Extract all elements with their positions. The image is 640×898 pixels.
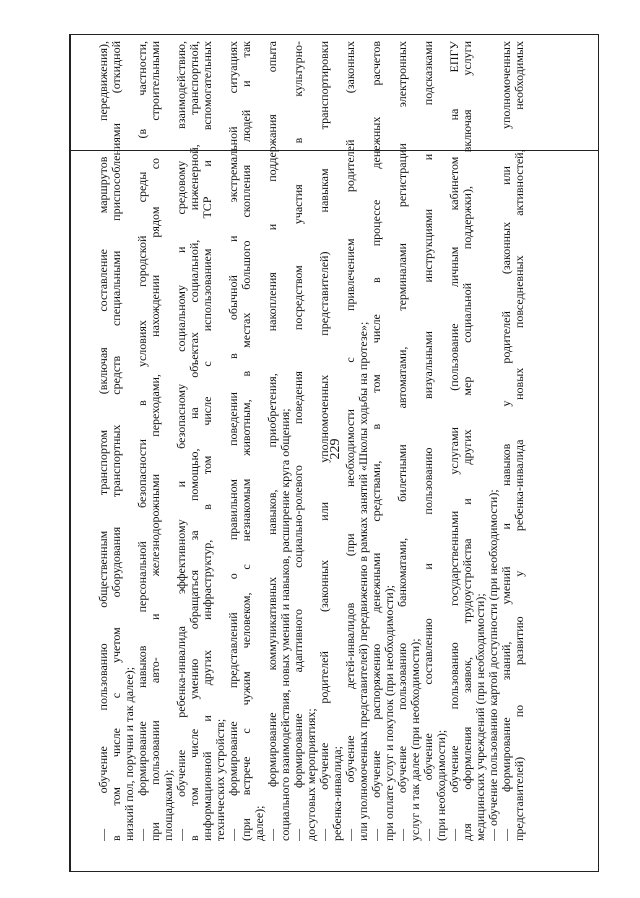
text-line: в том числе умению обращаться за помощью, на объектах социальной, инженерной, транспортной, [187, 41, 201, 841]
text-line: — обучение детей-инвалидов (при необходимости с привлечением родителей (законных [343, 41, 357, 841]
text-line: досуговых мероприятиях; [304, 708, 318, 841]
text-line: площадками); [161, 769, 175, 841]
text-line: далее); [252, 805, 266, 841]
text-line: представителей) по развитию у ребенка-инвалида новых повседневных активностей, необходимых [512, 41, 526, 841]
text-line: услуг и так далее (при необходимости); [408, 638, 422, 841]
text-line: технических устройств; [213, 718, 227, 841]
page-number: 229 [328, 438, 343, 460]
text-line: или уполномоченных представителей) передвижению в рамках занятий «Школы ходьбы на протезе»; [356, 321, 370, 841]
table-border-left [70, 35, 71, 871]
text-line: — формирование навыков персональной безопасности в условиях городской среды (в частности, [135, 41, 149, 841]
text-line: ребенка-инвалида; [330, 746, 344, 841]
text-line: — обучение ребенка-инвалида эффективному и безопасному социальному и средовому взаимодействию, [174, 41, 188, 841]
text-line: — обучение пользованию банкоматами, билетными автоматами, терминалами регистрации электронных [395, 41, 409, 841]
text-line: — обучение пользованию государственными услугами (пользование личным кабинетом на ЕПГУ [447, 41, 461, 841]
text-line: — формирование знаний, умений и навыков у родителей (законных или уполномоченных [499, 41, 513, 841]
text-line: социального взаимодействия, новых умений и навыков, расширение круга общения; [278, 408, 292, 841]
text-line: — формирование адаптивного социально-ролевого поведения посредством участия в культурно- [291, 41, 305, 841]
text-line: — формирование представлений о правильном поведении в обычной и экстремальной ситуациях [226, 41, 240, 841]
text-line: при пользовании авто- и железнодорожными переходами, нахождении рядом со строительными [148, 41, 162, 841]
text-line: в том числе с учетом оборудования транспортных средств специальными приспособлениями (откидной [109, 41, 123, 841]
text-line: — обучение пользованию общественным транспортом (включая составление маршрутов передвижения), [96, 41, 110, 841]
text-line: (при встрече с чужим человеком, с незнакомым животным, в местах большого скопления людей и так [239, 41, 253, 841]
rotated-table-text [96, 41, 526, 841]
text-line: — обучение родителей (законных или уполномоченных представителей) навыкам транспортировки [317, 41, 331, 841]
text-line: медицинских учреждений (при необходимости); [473, 593, 487, 841]
text-line: — формирование коммуникативных навыков, приобретения, накопления и поддержания опыта [265, 41, 279, 841]
text-line: — обучение распоряжению денежными средствами, в том числе в процессе денежных расчетов [369, 41, 383, 841]
text-line: (при необходимости); [434, 729, 448, 841]
text-line: информационной и других инфраструктур, в том числе с использованием ТСР и вспомогательных [200, 41, 214, 841]
text-line: низкий пол, поручни и так далее); [122, 666, 136, 841]
text-line: — обучение пользованию картой доступности (при необходимости); [486, 489, 500, 841]
text-line: при оплате услуг и покупок (при необходимости); [382, 584, 396, 841]
text-line: для оформления заявок, трудоустройства и других мер социальной поддержки), включая услуги [460, 41, 474, 841]
text-line: — обучение составлению и пользованию визуальными инструкциями и подсказками [421, 41, 435, 841]
